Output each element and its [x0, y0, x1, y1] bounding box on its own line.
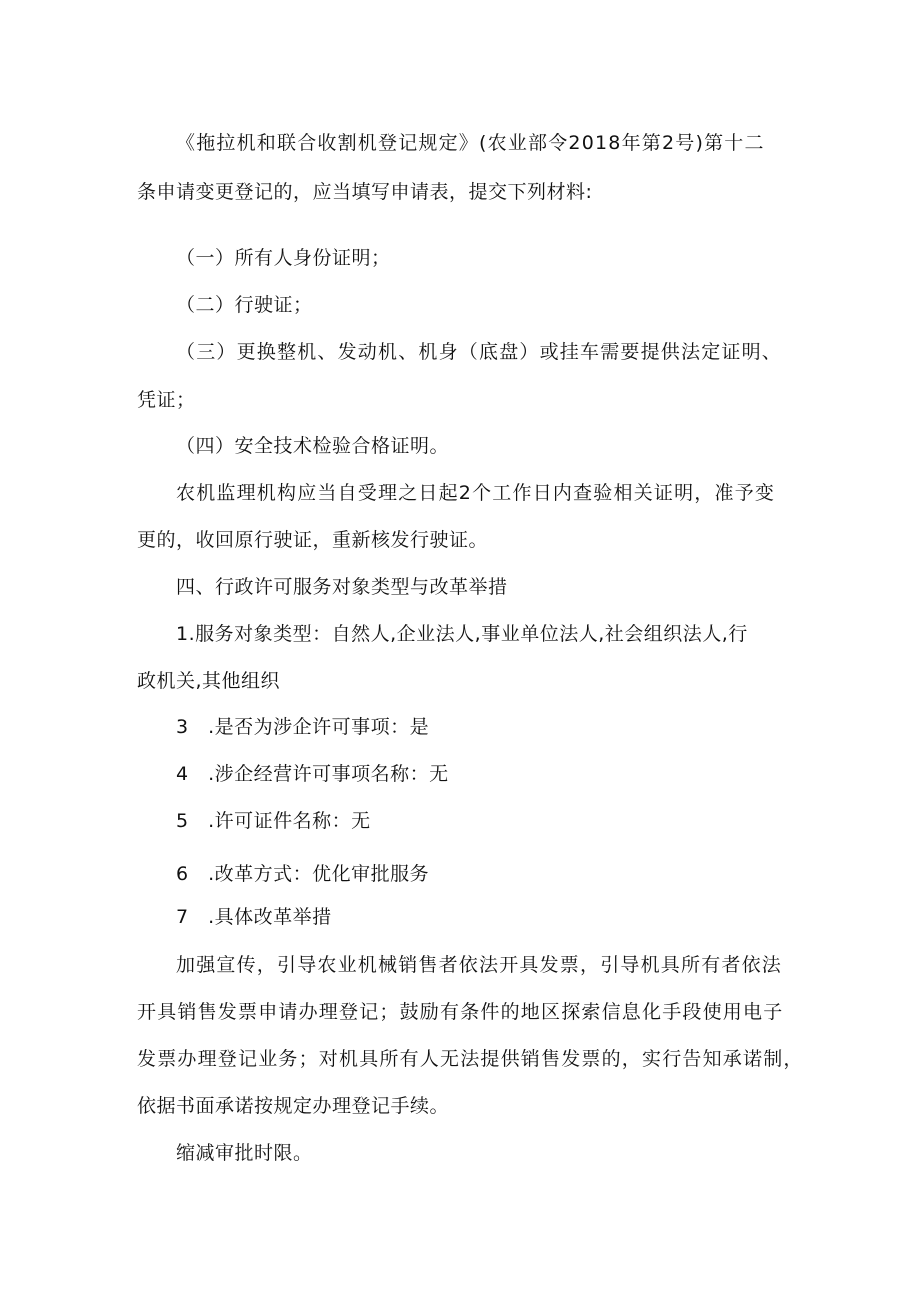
para4: 缩减审批时限。	[176, 1142, 313, 1164]
item-1-line2: 政机关,其他组织	[137, 670, 281, 692]
item-1-line1: 1.服务对象类型：自然人,企业法人,事业单位法人,社会组织法人,行	[176, 623, 748, 645]
item-4: 4 .涉企经营许可事项名称：无	[176, 763, 449, 785]
para3-line3: 发票办理登记业务；对机具所有人无法提供销售发票的，实行告知承诺制，	[137, 1048, 804, 1070]
item-5: 5 .许可证件名称：无	[176, 810, 371, 832]
para1-line2: 条申请变更登记的，应当填写申请表，提交下列材料:	[137, 181, 593, 203]
material-item-4: （四）安全技术检验合格证明。	[176, 435, 450, 457]
para2-line2: 更的，收回原行驶证，重新核发行驶证。	[137, 529, 489, 551]
para1-line1: 《拖拉机和联合收割机登记规定》(农业部令2018年第2号)第十二	[176, 132, 765, 154]
para2-line1: 农机监理机构应当自受理之日起2个工作日内查验相关证明，准予变	[176, 482, 776, 504]
material-item-3-line2: 凭证；	[137, 389, 196, 411]
material-item-1: （一）所有人身份证明；	[176, 247, 391, 269]
para3-line1: 加强宣传，引导农业机械销售者依法开具发票，引导机具所有者依法	[176, 954, 783, 976]
para3-line2: 开具销售发票申请办理登记；鼓励有条件的地区探索信息化手段使用电子	[137, 1001, 784, 1023]
item-3: 3 .是否为涉企许可事项：是	[176, 716, 430, 738]
item-6: 6 .改革方式：优化审批服务	[176, 863, 430, 885]
material-item-3-line1: （三）更换整机、发动机、机身（底盘）或挂车需要提供法定证明、	[176, 341, 783, 363]
material-item-2: （二）行驶证；	[176, 294, 313, 316]
item-7: 7 .具体改革举措	[176, 906, 332, 928]
section-4-heading: 四、行政许可服务对象类型与改革举措	[176, 576, 508, 598]
para3-line4: 依据书面承诺按规定办理登记手续。	[137, 1095, 450, 1117]
